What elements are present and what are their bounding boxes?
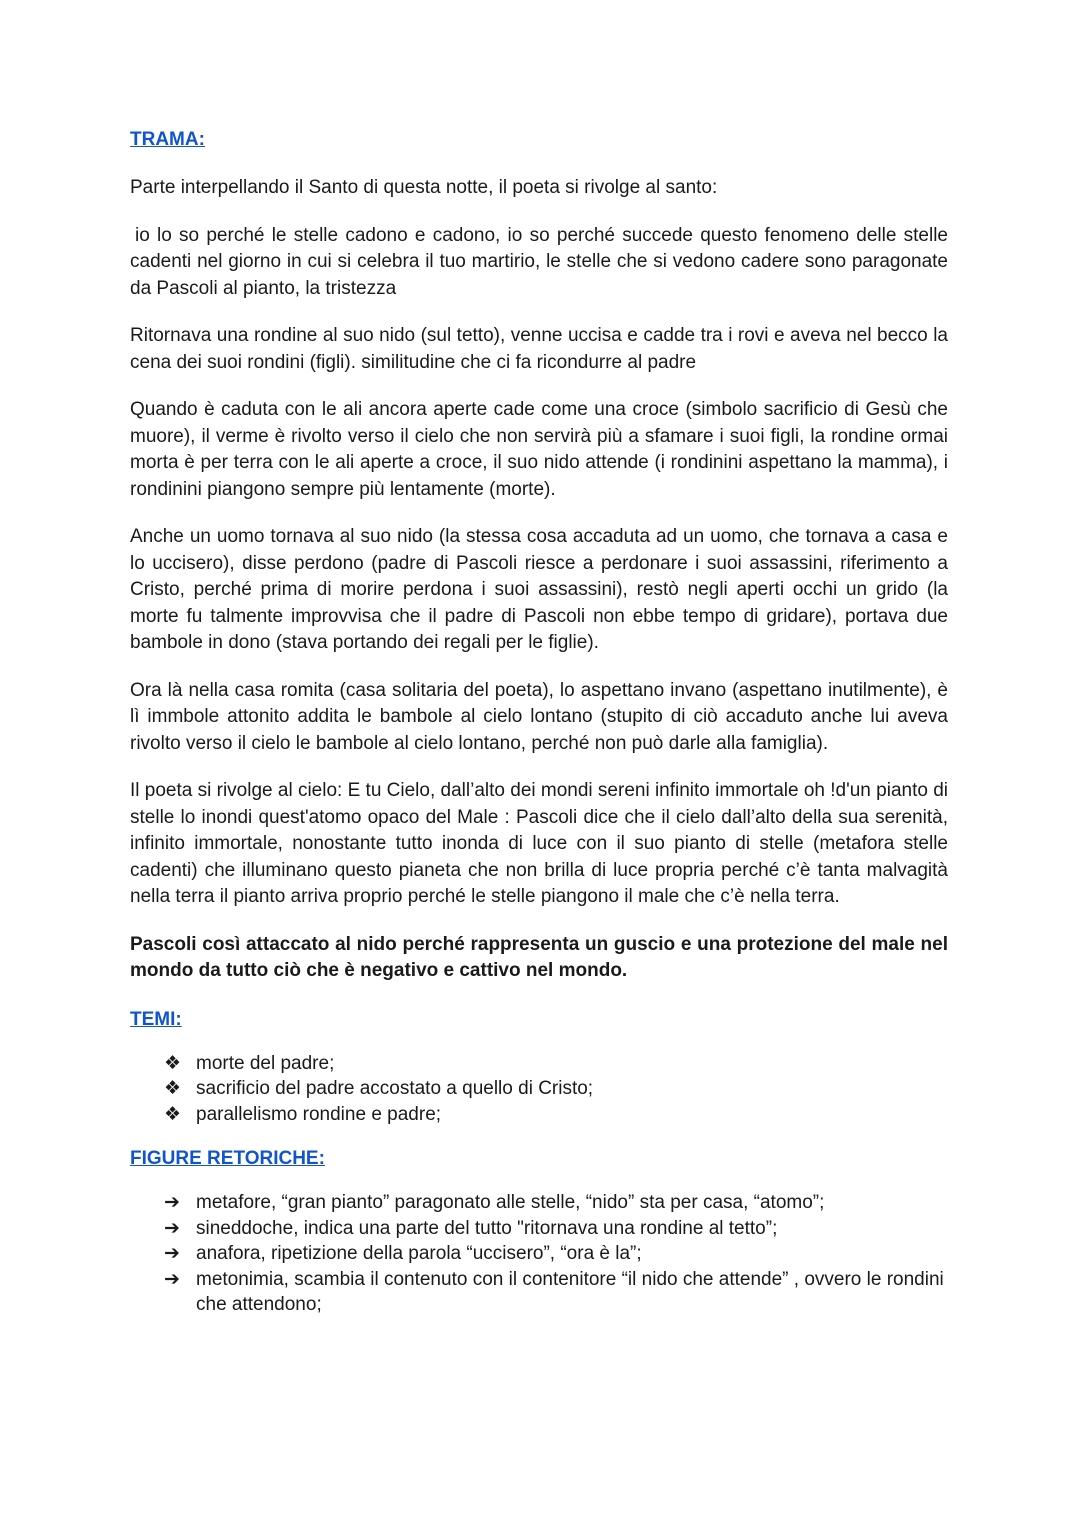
list-item: [164, 1051, 948, 1077]
trama-heading: TRAMA:: [130, 129, 205, 150]
diamond-bullet-icon: ❖: [164, 1078, 182, 1099]
list-item: [164, 1241, 948, 1267]
document-page: [130, 126, 948, 1336]
list-item: [164, 1076, 948, 1102]
bold-statement: Pascoli così attaccato al nido perché rappresenta un guscio e una protezione del male nel mondo da tutto ciò che è negativo e cattivo nel mondo.: [130, 933, 948, 981]
trama-intro: Parte interpellando il Santo di questa notte, il poeta si rivolge al santo:: [130, 177, 718, 198]
list-item-text: parallelismo rondine e padre;: [196, 1103, 442, 1125]
list-item: [164, 1267, 948, 1318]
diamond-bullet-icon: ❖: [164, 1052, 182, 1074]
list-item: [164, 1216, 948, 1242]
trama-paragraph-3: Quando è caduta con le ali ancora aperte cade come una croce (simbolo sacrificio di Gesù che muore), il verme è rivolto verso il cielo che non servirà più a sfamare i suoi figli, la rondine ormai morta è per terra con le ali aperte a croce, il suo nido attende (i rondinini aspettano la mamma), i rondinini piangono sempre più lentamente (morte).: [130, 399, 948, 500]
list-item: [164, 1102, 948, 1128]
trama-paragraph-6: Il poeta si rivolge al cielo: E tu Cielo, dall’alto dei mondi sereni infinito immortale oh !d'un pianto di stelle lo inondi quest'atomo opaco del Male : Pascoli dice che il cielo dall’alto della sua serenità, infinito immortale, nonostante tutto inonda di luce con il suo pianto di stelle (metafora stelle cadenti) che illuminano questo pianeta che non brilla di luce propria perché c’è tanta malvagità nella terra il pianto arriva proprio perché le stelle piangono il male che c’è nella terra.: [130, 780, 948, 907]
trama-paragraph-5: Ora là nella casa romita (casa solitaria del poeta), lo aspettano invano (aspettano inutilmente), è lì immbole attonito addita le bambole al cielo lontano (stupito di ciò accaduto anche lui aveva rivolto verso il cielo le bambole al cielo lontano, perché non può darle alla famiglia).: [130, 679, 948, 754]
list-item: [164, 1190, 948, 1216]
temi-heading: TEMI:: [130, 1008, 182, 1030]
list-item-text: anafora, ripetizione della parola “uccisero”, “ora è la”;: [196, 1243, 642, 1264]
temi-list: [130, 1051, 948, 1128]
list-item-text: morte del padre;: [196, 1052, 335, 1074]
arrow-bullet-icon: ➔: [164, 1268, 180, 1290]
trama-paragraph-4: Anche un uomo tornava al suo nido (la stessa cosa accaduta ad un uomo, che tornava a casa e lo uccisero), disse perdono (padre di Pascoli riesce a perdonare i suoi assassini, riferimento a Cristo, perché prima di morire perdona i suoi assassini), restò negli aperti occhi un grido (la morte fu talmente improvvisa che il padre di Pascoli non ebbe tempo di gridare), portava due bambole in dono (stava portando dei regali per le figlie).: [130, 526, 948, 653]
list-item-text: sacrificio del padre accostato a quello di Cristo;: [196, 1078, 594, 1099]
arrow-bullet-icon: ➔: [164, 1243, 180, 1264]
arrow-bullet-icon: ➔: [164, 1192, 180, 1213]
trama-paragraph-1: io lo so perché le stelle cadono e cadono, io so perché succede questo fenomeno delle stelle cadenti nel giorno in cui si celebra il tuo martirio, le stelle che si vedono cadere sono paragonate da Pascoli al pianto, la tristezza: [130, 224, 948, 299]
trama-paragraph-2: Ritornava una rondine al suo nido (sul tetto), venne uccisa e cadde tra i rovi e aveva nel becco la cena dei suoi rondini (figli). similitudine che ci fa ricondurre al padre: [130, 325, 948, 373]
diamond-bullet-icon: ❖: [164, 1103, 182, 1125]
figure-retoriche-heading: FIGURE RETORICHE:: [130, 1148, 325, 1169]
list-item-text: metonimia, scambia il contenuto con il contenitore “il nido che attende” , ovvero le rondini che attendono;: [196, 1268, 944, 1315]
list-item-text: sineddoche, indica una parte del tutto "ritornava una rondine al tetto”;: [196, 1217, 778, 1239]
arrow-bullet-icon: ➔: [164, 1217, 180, 1239]
list-item-text: metafore, “gran pianto” paragonato alle stelle, “nido” sta per casa, “atomo”;: [196, 1192, 825, 1213]
figure-retoriche-list: [130, 1190, 948, 1318]
